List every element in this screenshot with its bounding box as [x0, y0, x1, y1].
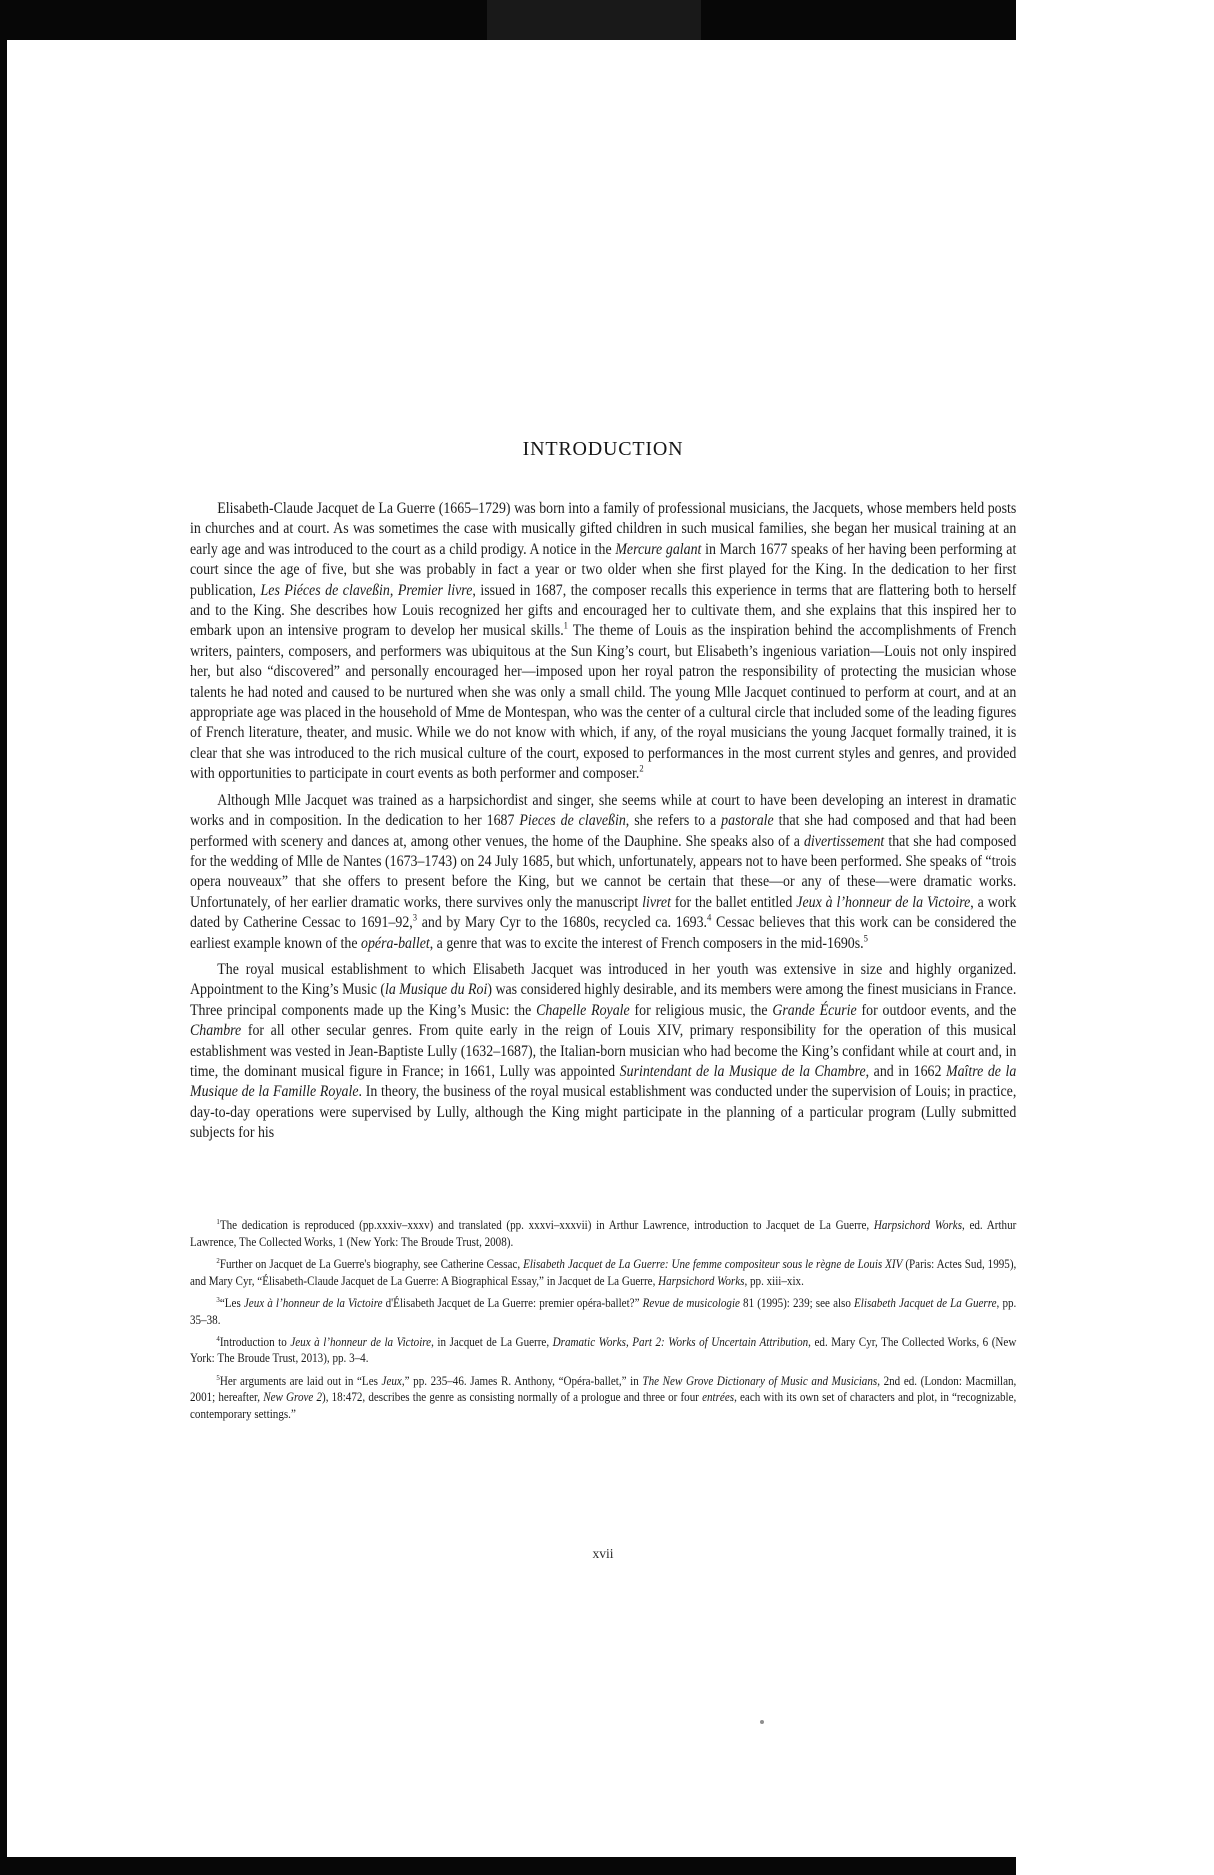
scan-border-left: [0, 0, 7, 1875]
footnote-2: $^2$Further on Jacquet de La Guerre's biography, see Catherine Cessac, Elisabeth Jacquet de La Guerre: Une femme compositeur sous le règne de Louis XIV (Paris: Actes Sud, 1995), and Mary Cyr, “Élisabeth-Claude Jacquet de La Guerre: A Biographical Essay,” in Jacquet de La Guerre, Harpsichord Works, pp. xiii–xix.: [190, 1255, 1017, 1288]
page-title: INTRODUCTION: [522, 438, 684, 460]
footnote-3: $^3$“Les Jeux à l’honneur de la Victoire d'Élisabeth Jacquet de La Guerre: premier opéra-ballet?” Revue de musicologie 81 (1995): 239; see also Elisabeth Jacquet de La Guerre, pp. 35–38.: [190, 1294, 1017, 1327]
scan-border-top-shade: [487, 0, 701, 40]
footnote-4: $^4$Introduction to Jeux à l’honneur de la Victoire, in Jacquet de La Guerre, Dramatic Works, Part 2: Works of Uncertain Attribution, ed. Mary Cyr, The Collected Works, 6 (New York: The Broude Trust, 2013), pp. 3–4.: [190, 1333, 1017, 1366]
scan-speck: [760, 1720, 764, 1724]
paragraph-1: Elisabeth-Claude Jacquet de La Guerre (1665–1729) was born into a family of professional musicians, the Jacquets, whose members held posts in churches and at court. As was sometimes the case with musically gifted children in such musical families, she began her musical training at an early age and was introduced to the court as a child prodigy. A notice in the Mercure galant in March 1677 speaks of her having been performing at court since the age of five, but she was probably in fact a year or two older when she first played for the King. In the dedication to her first publication, Les Piéces de claveßin, Premier livre, issued in 1687, the composer recalls this experience in terms that are flattering both to herself and to the King. She describes how Louis recognized her gifts and encouraged her to cultivate them, and she explains that this inspired her to embark upon an intensive program to develop her musical skills.$^1$ The theme of Louis as the inspiration behind the accomplishments of French writers, painters, composers, and performers was ubiquitous at the Sun King’s court, but Elisabeth’s ingenious variation—Louis not only inspired her, but also “discovered” and personally encouraged her—imposed upon her royal patron the responsibility of protecting the musician whose talents he had noted and caused to be nurtured when she was only a small child. The young Mlle Jacquet continued to perform at court, and at an appropriate age was placed in the household of Mme de Montespan, who was the center of a cultural circle that included some of the leading figures of French literature, theater, and music. While we do not know with which, if any, of the royal musicians the young Jacquet formally trained, it is clear that she was introduced to the rich musical culture of the court, exposed to performances in the most current styles and genres, and provided with opportunities to participate in court events as both performer and composer.$^2$: [190, 500, 1017, 783]
footnote-1: $^1$The dedication is reproduced (pp.xxxiv–xxxv) and translated (pp. xxxvi–xxxvii) in Arthur Lawrence, introduction to Jacquet de La Guerre, Harpsichord Works, ed. Arthur Lawrence, The Collected Works, 1 (New York: The Broude Trust, 2008).: [190, 1216, 1017, 1249]
scan-border-bottom: [0, 1857, 1016, 1875]
paragraph-2: Although Mlle Jacquet was trained as a harpsichordist and singer, she seems while at court to have been developing an interest in dramatic works and in composition. In the dedication to her 1687 Pieces de claveßin, she refers to a pastorale that she had composed and that had been performed with scenery and dances at, among other venues, the home of the Dauphine. She speaks also of a divertissement that she had composed for the wedding of Mlle de Nantes (1673–1743) on 24 July 1685, but which, unfortunately, appears not to have been performed. She speaks of “trois opera nouveaux” that she offers to present before the King, but we cannot be certain that these—or any of these—were dramatic works. Unfortunately, of her earlier dramatic works, there survives only the manuscript livret for the ballet entitled Jeux à l’honneur de la Victoire, a work dated by Catherine Cessac to 1691–92,$^3$ and by Mary Cyr to the 1680s, recycled ca. 1693.$^4$ Cessac believes that this work can be considered the earliest example known of the opéra-ballet, a genre that was to excite the interest of French composers in the mid-1690s.$^5$: [190, 791, 1017, 952]
page-number: xvii: [592, 1546, 614, 1561]
footnotes: [190, 1217, 1016, 1423]
paragraph-3: The royal musical establishment to which Elisabeth Jacquet was introduced in her youth was extensive in size and highly organized. Appointment to the King’s Music (la Musique du Roi) was considered highly desirable, and its members were among the finest musicians in France. Three principal components made up the King’s Music: the Chapelle Royale for religious music, the Grande Écurie for outdoor events, and the Chambre for all other secular genres. From quite early in the reign of Louis XIV, primary responsibility for the operation of this musical establishment was vested in Jean-Baptiste Lully (1632–1687), the Italian-born musician who had become the King’s confidant while at court and, in time, the dominant musical figure in France; in 1661, Lully was appointed Surintendant de la Musique de la Chambre, and in 1662 Maître de la Musique de la Famille Royale. In theory, the business of the royal musical establishment was conducted under the supervision of Louis; in practice, day-to-day operations were supervised by Lully, although the King might participate in the planning of a particular program (Lully submitted subjects for his: [190, 960, 1017, 1142]
footnote-5: $^5$Her arguments are laid out in “Les Jeux,” pp. 235–46. James R. Anthony, “Opéra-ballet,” in The New Grove Dictionary of Music and Musicians, 2nd ed. (London: Macmillan, 2001; hereafter, New Grove 2), 18:472, describes the genre as consisting normally of a prologue and three or four entrées, each with its own set of characters and plot, in “recognizable, contemporary settings.”: [190, 1372, 1017, 1422]
body-text: [190, 499, 1016, 1144]
